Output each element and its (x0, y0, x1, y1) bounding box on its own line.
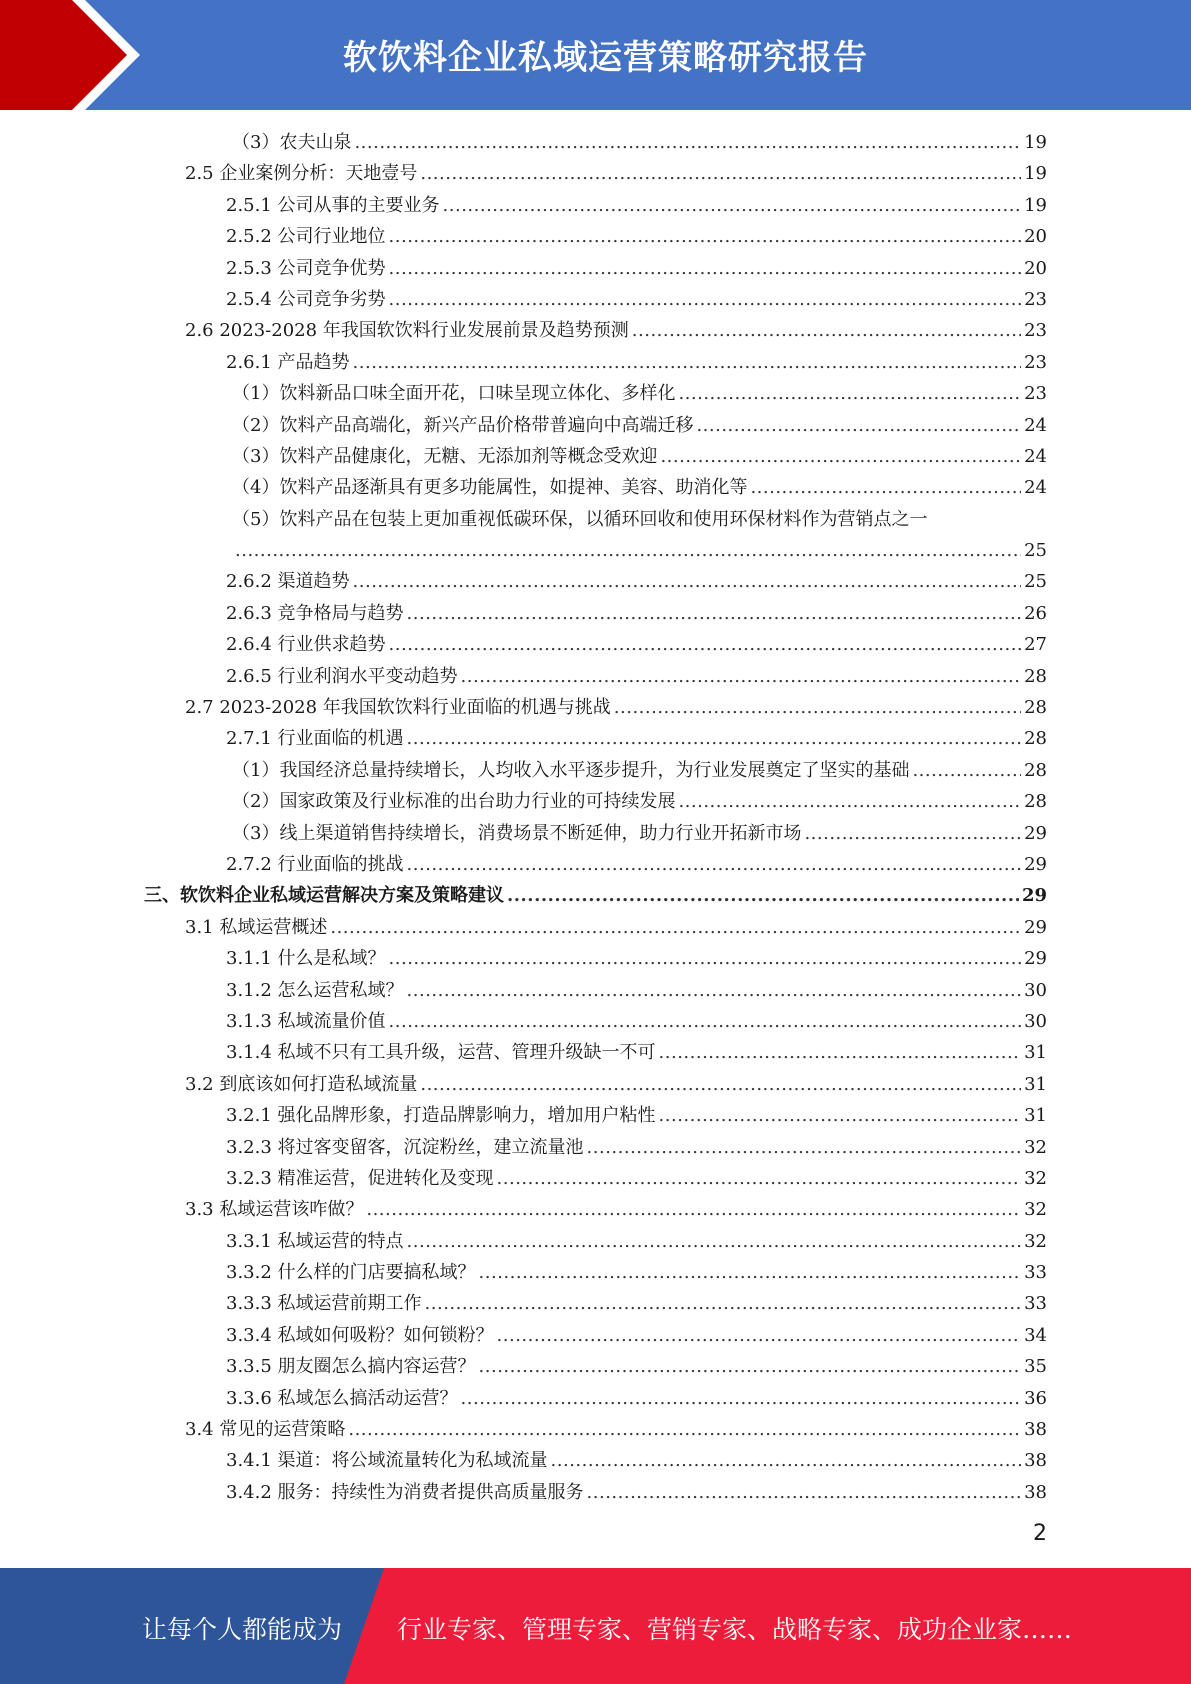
toc-page-number: 31 (1024, 1105, 1047, 1127)
toc-entry[interactable] (0, 566, 1191, 597)
toc-entry[interactable] (0, 253, 1191, 284)
toc-page-number: 23 (1024, 383, 1047, 405)
toc-page-number: 38 (1024, 1481, 1047, 1503)
toc-entry[interactable] (0, 1383, 1191, 1414)
toc-entry-title: 3.1.1 什么是私域？ (226, 948, 386, 970)
toc-entry-title: 2.6 2023-2028 年我国软饮料行业发展前景及趋势预测 (185, 320, 629, 342)
toc-leader-dots (407, 975, 1022, 1006)
toc-leader-dots (389, 629, 1022, 660)
toc-entry-title: 2.7.1 行业面临的机遇 (226, 728, 404, 750)
toc-entry-title: 3.1.2 怎么运营私域？ (226, 979, 404, 1001)
toc-entry[interactable] (0, 315, 1191, 346)
toc-entry[interactable] (0, 1351, 1191, 1382)
footer-slogan-right: 行业专家、管理专家、营销专家、战略专家、成功企业家…… (397, 1615, 1073, 1644)
table-of-contents (0, 127, 1191, 1508)
toc-page-number: 32 (1024, 1199, 1047, 1221)
toc-leader-dots (407, 598, 1022, 629)
toc-leader-dots (235, 535, 1021, 566)
toc-page-number: 24 (1024, 414, 1047, 436)
toc-entry[interactable] (0, 1257, 1191, 1288)
toc-leader-dots (348, 1414, 1021, 1445)
toc-entry-title: 3.3.5 朋友圈怎么搞内容运营？ (226, 1356, 476, 1378)
toc-page-number: 19 (1024, 163, 1047, 185)
toc-leader-dots (443, 190, 1022, 221)
toc-leader-dots (389, 221, 1022, 252)
toc-entry[interactable] (0, 158, 1191, 189)
toc-entry-title: 3.3.3 私域运营前期工作 (226, 1293, 422, 1315)
toc-leader-dots (461, 661, 1022, 692)
toc-page-number: 29 (1024, 822, 1047, 844)
toc-leader-dots (461, 1383, 1022, 1414)
toc-entry[interactable] (0, 472, 1191, 503)
toc-leader-dots (353, 347, 1022, 378)
toc-page-number: 28 (1024, 728, 1047, 750)
toc-entry-title: 3.1 私域运营概述 (185, 916, 328, 938)
toc-entry-title: 3.2.3 精准运营，促进转化及变现 (226, 1167, 494, 1189)
toc-leader-dots (389, 943, 1022, 974)
toc-entry-title: 3.4 常见的运营策略 (185, 1419, 346, 1441)
toc-entry-title: 3.2.3 将过客变留客，沉淀粉丝，建立流量池 (226, 1136, 584, 1158)
toc-entry[interactable] (0, 629, 1191, 660)
toc-leader-dots (354, 127, 1021, 158)
toc-entry[interactable] (0, 410, 1191, 441)
toc-entry[interactable] (0, 1163, 1191, 1194)
toc-entry-title: （3）线上渠道销售持续增长，消费场景不断延伸，助力行业开拓新市场 (232, 822, 802, 844)
toc-entry-title: 3.1.4 私域不只有工具升级，运营、管理升级缺一不可 (226, 1042, 656, 1064)
toc-entry-title: （4）饮料产品逐渐具有更多功能属性，如提神、美容、助消化等 (232, 477, 748, 499)
toc-leader-dots (659, 1037, 1022, 1068)
toc-entry[interactable] (0, 1414, 1191, 1445)
toc-entry-title: 3.1.3 私域流量价值 (226, 1010, 386, 1032)
footer-slogan-left: 让每个人都能成为 (142, 1615, 343, 1644)
toc-leader-dots (366, 1194, 1021, 1225)
toc-leader-dots (330, 912, 1021, 943)
toc-entry[interactable] (0, 943, 1191, 974)
toc-leader-dots (353, 566, 1022, 597)
toc-leader-dots (497, 1320, 1022, 1351)
toc-entry[interactable] (0, 1132, 1191, 1163)
toc-entry[interactable] (0, 127, 1191, 158)
toc-page-number: 30 (1024, 1010, 1047, 1032)
toc-entry-title: 3.3.6 私域怎么搞活动运营？ (226, 1387, 458, 1409)
toc-entry[interactable] (0, 378, 1191, 409)
toc-leader-dots (479, 1257, 1022, 1288)
toc-page-number: 35 (1024, 1356, 1047, 1378)
toc-entry-title: 3.4.1 渠道：将公域流量转化为私域流量 (226, 1450, 548, 1472)
toc-entry[interactable] (0, 1006, 1191, 1037)
toc-entry[interactable] (0, 1477, 1191, 1508)
toc-entry[interactable] (0, 723, 1191, 754)
toc-entry[interactable] (0, 912, 1191, 943)
toc-entry-title: 2.5.4 公司竞争劣势 (226, 288, 386, 310)
toc-entry[interactable] (0, 441, 1191, 472)
toc-leader-dots (497, 1163, 1022, 1194)
toc-entry-title: 2.6.4 行业供求趋势 (226, 634, 386, 656)
page-number: 2 (1033, 1521, 1047, 1546)
toc-page-number: 28 (1024, 697, 1047, 719)
toc-entry[interactable] (0, 692, 1191, 723)
toc-entry-title: 3.2 到底该如何打造私域流量 (185, 1073, 418, 1095)
toc-entry-title: 3.3.2 什么样的门店要搞私域？ (226, 1262, 476, 1284)
toc-page-number: 29 (1024, 916, 1047, 938)
toc-entry[interactable] (0, 975, 1191, 1006)
toc-entry-title: 三、软饮料企业私域运营解决方案及策略建议 (144, 885, 504, 907)
toc-entry[interactable] (0, 347, 1191, 378)
report-title: 软饮料企业私域运营策略研究报告 (343, 38, 868, 78)
toc-entry[interactable] (0, 1069, 1191, 1100)
toc-page-number: 28 (1024, 759, 1047, 781)
toc-leader-dots (479, 1351, 1022, 1382)
toc-entry-title: （2）饮料产品高端化，新兴产品价格带普遍向中高端迁移 (232, 414, 694, 436)
toc-entry-title: 2.7.2 行业面临的挑战 (226, 853, 404, 875)
toc-leader-dots (420, 1069, 1021, 1100)
toc-leader-dots (507, 880, 1019, 911)
toc-leader-dots (912, 755, 1021, 786)
toc-page-number: 30 (1024, 979, 1047, 1001)
toc-leader-dots (389, 1006, 1022, 1037)
toc-entry-title: （2）国家政策及行业标准的出台助力行业的可持续发展 (232, 791, 676, 813)
toc-entry-title: （1）饮料新品口味全面开花，口味呈现立体化、多样化 (232, 383, 676, 405)
toc-page-number: 25 (1024, 571, 1047, 593)
toc-leader-dots (804, 818, 1021, 849)
toc-entry-title: 2.5.1 公司从事的主要业务 (226, 194, 440, 216)
toc-entry[interactable] (0, 1194, 1191, 1225)
toc-page-number: 19 (1024, 132, 1047, 153)
toc-page-number: 32 (1024, 1167, 1047, 1189)
toc-entry-title: 2.6.3 竞争格局与趋势 (226, 602, 404, 624)
toc-leader-dots (420, 158, 1021, 189)
toc-leader-dots (425, 1288, 1022, 1319)
toc-entry-title: 2.7 2023-2028 年我国软饮料行业面临的机遇与挑战 (185, 697, 611, 719)
toc-entry-title: 2.5.2 公司行业地位 (226, 226, 386, 248)
toc-entry[interactable] (0, 284, 1191, 315)
toc-entry[interactable] (0, 1037, 1191, 1068)
toc-page-number: 33 (1024, 1293, 1047, 1315)
toc-page-number: 34 (1024, 1324, 1047, 1346)
toc-entry[interactable] (0, 880, 1191, 911)
toc-leader-dots (750, 472, 1021, 503)
toc-page-number: 32 (1024, 1136, 1047, 1158)
toc-page-number: 24 (1024, 445, 1047, 467)
toc-entry[interactable] (0, 535, 1191, 566)
toc-page-number: 31 (1024, 1042, 1047, 1064)
toc-entry-title: 2.5 企业案例分析：天地壹号 (185, 163, 418, 185)
toc-page-number: 29 (1024, 948, 1047, 970)
page-header (0, 0, 1191, 110)
toc-page-number: 24 (1024, 477, 1047, 499)
toc-page-number: 23 (1024, 320, 1047, 342)
toc-leader-dots (587, 1477, 1022, 1508)
toc-page-number: 28 (1024, 665, 1047, 687)
toc-entry-title: （1）我国经济总量持续增长，人均收入水平逐步提升，为行业发展奠定了坚实的基础 (232, 759, 910, 781)
toc-entry[interactable] (0, 786, 1191, 817)
toc-entry[interactable] (0, 504, 1191, 535)
toc-page-number: 31 (1024, 1073, 1047, 1095)
toc-entry-title: 3.2.1 强化品牌形象，打造品牌影响力，增加用户粘性 (226, 1105, 656, 1127)
toc-entry-title: 3.3 私域运营该咋做？ (185, 1199, 364, 1221)
toc-entry[interactable] (0, 849, 1191, 880)
page-footer (0, 1568, 1191, 1684)
toc-entry-title: 3.3.1 私域运营的特点 (226, 1230, 404, 1252)
toc-entry-title: 2.6.2 渠道趋势 (226, 571, 350, 593)
toc-leader-dots (389, 284, 1022, 315)
toc-entry[interactable] (0, 661, 1191, 692)
toc-page-number: 36 (1024, 1387, 1047, 1409)
toc-entry[interactable] (0, 755, 1191, 786)
toc-leader-dots (587, 1132, 1022, 1163)
toc-entry-title: （5）饮料产品在包装上更加重视低碳环保，以循环回收和使用环保材料作为营销点之一 (232, 508, 928, 530)
toc-leader-dots (678, 786, 1021, 817)
toc-entry[interactable] (0, 1288, 1191, 1319)
toc-entry-title: （3）农夫山泉 (232, 132, 352, 153)
toc-leader-dots (660, 441, 1021, 472)
toc-entry[interactable] (0, 818, 1191, 849)
toc-page-number: 25 (1024, 540, 1047, 562)
toc-entry[interactable] (0, 1226, 1191, 1257)
toc-page-number: 29 (1024, 853, 1047, 875)
toc-leader-dots (632, 315, 1021, 346)
toc-leader-dots (407, 1226, 1022, 1257)
toc-page-number: 38 (1024, 1419, 1047, 1441)
toc-entry[interactable] (0, 1320, 1191, 1351)
toc-page-number: 23 (1024, 351, 1047, 373)
toc-entry[interactable] (0, 598, 1191, 629)
toc-page-number: 29 (1021, 885, 1047, 907)
toc-entry-title: 2.6.5 行业利润水平变动趋势 (226, 665, 458, 687)
toc-leader-dots (678, 378, 1021, 409)
toc-page-number: 38 (1024, 1450, 1047, 1472)
toc-page-number: 23 (1024, 288, 1047, 310)
toc-page-number: 32 (1024, 1230, 1047, 1252)
toc-leader-dots (551, 1445, 1022, 1476)
toc-leader-dots (407, 849, 1022, 880)
toc-page-number: 20 (1024, 226, 1047, 248)
toc-leader-dots (696, 410, 1021, 441)
toc-page-number: 20 (1024, 257, 1047, 279)
toc-leader-dots (389, 253, 1022, 284)
toc-entry[interactable] (0, 221, 1191, 252)
toc-entry[interactable] (0, 1100, 1191, 1131)
toc-page-number: 28 (1024, 791, 1047, 813)
toc-page-number: 26 (1024, 602, 1047, 624)
toc-page-number: 19 (1024, 194, 1047, 216)
toc-page-number: 27 (1024, 634, 1047, 656)
toc-page-number: 33 (1024, 1262, 1047, 1284)
toc-entry[interactable] (0, 190, 1191, 221)
toc-entry-title: 3.3.4 私域如何吸粉？如何锁粉？ (226, 1324, 494, 1346)
toc-leader-dots (407, 723, 1022, 754)
toc-entry[interactable] (0, 1445, 1191, 1476)
toc-entry-title: 2.6.1 产品趋势 (226, 351, 350, 373)
toc-entry-title: （3）饮料产品健康化，无糖、无添加剂等概念受欢迎 (232, 445, 658, 467)
toc-leader-dots (659, 1100, 1022, 1131)
toc-leader-dots (614, 692, 1021, 723)
toc-entry-title: 3.4.2 服务：持续性为消费者提供高质量服务 (226, 1481, 584, 1503)
toc-entry-title: 2.5.3 公司竞争优势 (226, 257, 386, 279)
